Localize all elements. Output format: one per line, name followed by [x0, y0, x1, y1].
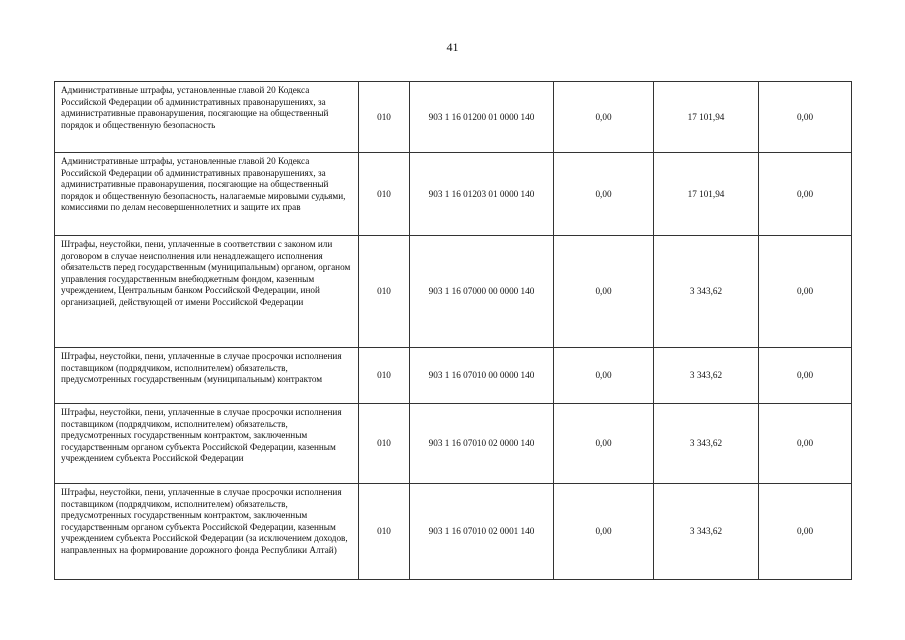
table-row	[55, 153, 852, 236]
page-number: 41	[446, 40, 459, 54]
table-row	[55, 404, 852, 484]
row-line-code: 010	[359, 153, 410, 236]
row-value-1: 0,00	[554, 348, 654, 404]
row-value-2: 17 101,94	[654, 82, 759, 153]
row-budget-code: 903 1 16 07010 02 0000 140	[410, 404, 554, 484]
row-value-3: 0,00	[759, 484, 852, 580]
row-value-2: 3 343,62	[654, 348, 759, 404]
row-description: Штрафы, неустойки, пени, уплаченные в соответствии с законом или договором в случае неисполнения или ненадлежащего исполнения обязательств перед государственным (муниципальным) органом, органом управления государственным внебюджетным фондом, казенным учреждением, Центральным банком Российской Федерации, иной организацией, действующей от имени Российской Федерации	[55, 236, 359, 348]
row-value-1: 0,00	[554, 153, 654, 236]
row-description: Штрафы, неустойки, пени, уплаченные в случае просрочки исполнения поставщиком (подрядчиком, исполнителем) обязательств, предусмотренных государственным контрактом, заключенным государственным органом субъекта Российской Федерации, казенным учреждением субъекта Российской Федерации (за исключением доходов, направленных на формирование дорожного фонда Республики Алтай)	[55, 484, 359, 580]
row-line-code: 010	[359, 82, 410, 153]
row-value-2: 3 343,62	[654, 404, 759, 484]
table-row	[55, 484, 852, 580]
table-row	[55, 82, 852, 153]
table-row	[55, 236, 852, 348]
row-description: Административные штрафы, установленные главой 20 Кодекса Российской Федерации об административных правонарушениях, за административные правонарушения, посягающие на общественный порядок и общественную безопасность, налагаемые мировыми судьями, комиссиями по делам несовершеннолетних и защите их прав	[55, 153, 359, 236]
row-budget-code: 903 1 16 07000 00 0000 140	[410, 236, 554, 348]
row-budget-code: 903 1 16 07010 00 0000 140	[410, 348, 554, 404]
row-value-1: 0,00	[554, 404, 654, 484]
row-line-code: 010	[359, 236, 410, 348]
row-value-1: 0,00	[554, 236, 654, 348]
row-value-2: 3 343,62	[654, 484, 759, 580]
row-value-1: 0,00	[554, 82, 654, 153]
row-line-code: 010	[359, 404, 410, 484]
revenue-table	[54, 81, 852, 580]
table-row	[55, 348, 852, 404]
row-value-2: 3 343,62	[654, 236, 759, 348]
row-description: Штрафы, неустойки, пени, уплаченные в случае просрочки исполнения поставщиком (подрядчиком, исполнителем) обязательств, предусмотренных государственным (муниципальным) контрактом	[55, 348, 359, 404]
row-value-1: 0,00	[554, 484, 654, 580]
row-description: Административные штрафы, установленные главой 20 Кодекса Российской Федерации об административных правонарушениях, за административные правонарушения, посягающие на общественный порядок и общественную безопасность	[55, 82, 359, 153]
row-budget-code: 903 1 16 01203 01 0000 140	[410, 153, 554, 236]
row-value-3: 0,00	[759, 348, 852, 404]
row-value-3: 0,00	[759, 236, 852, 348]
row-line-code: 010	[359, 484, 410, 580]
row-budget-code: 903 1 16 01200 01 0000 140	[410, 82, 554, 153]
row-value-3: 0,00	[759, 82, 852, 153]
row-value-3: 0,00	[759, 153, 852, 236]
row-value-2: 17 101,94	[654, 153, 759, 236]
row-description: Штрафы, неустойки, пени, уплаченные в случае просрочки исполнения поставщиком (подрядчиком, исполнителем) обязательств, предусмотренных государственным контрактом, заключенным государственным органом субъекта Российской Федерации, казенным учреждением субъекта Российской Федерации	[55, 404, 359, 484]
row-budget-code: 903 1 16 07010 02 0001 140	[410, 484, 554, 580]
row-value-3: 0,00	[759, 404, 852, 484]
row-line-code: 010	[359, 348, 410, 404]
